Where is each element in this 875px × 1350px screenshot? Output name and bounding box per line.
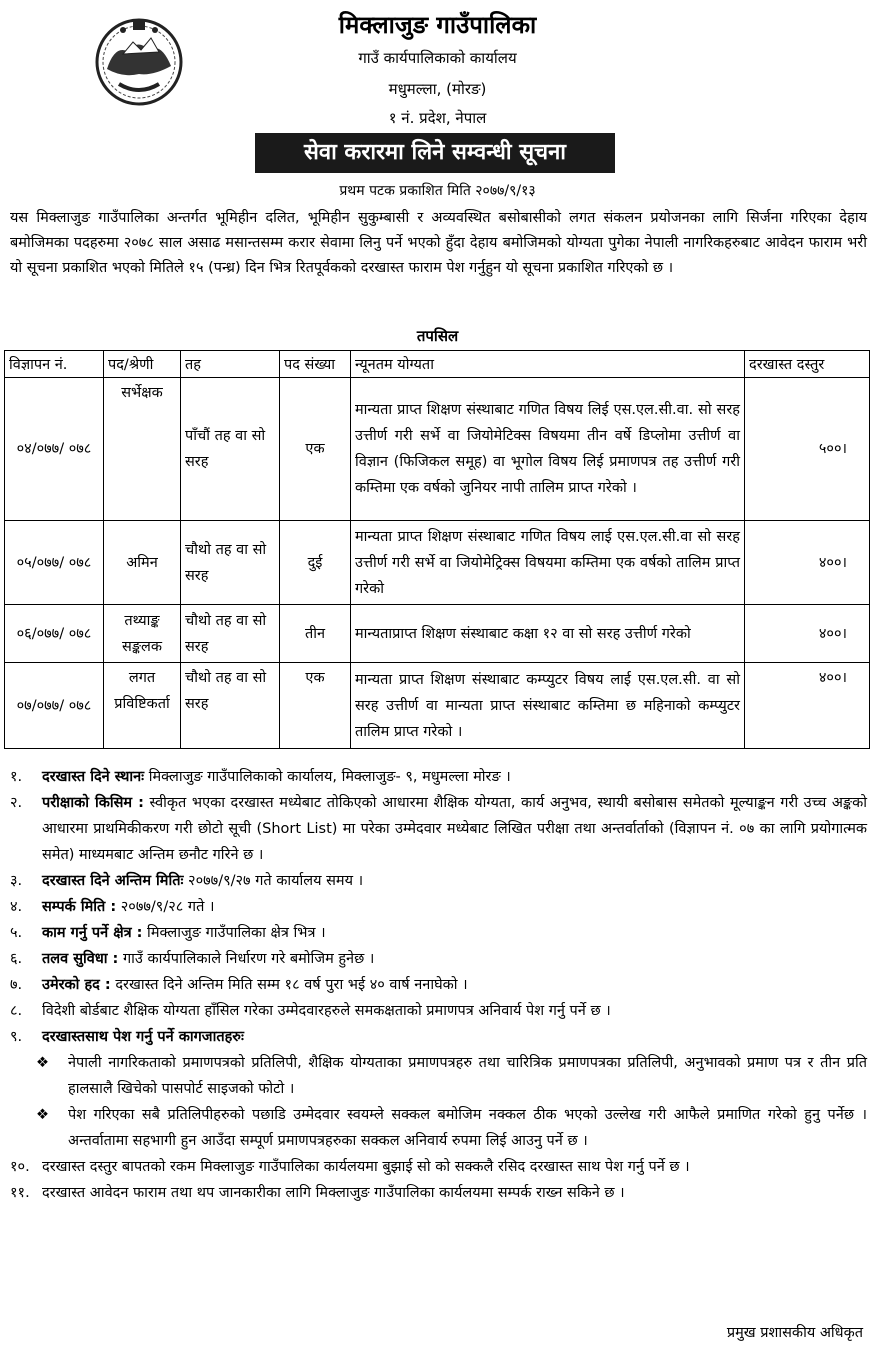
note-text: स्वीकृत भएका दरखास्त मध्येबाट तोकिएको आधारमा शैक्षिक योग्यता, कार्य अनुभव, स्थायी बसोबास समेतको मूल्याङ्कन गरी उच्च अङ्कको आधारमा प्राथमिकीकरण गरी छोटो सूची (Short List) मा परेका उम्मेदवार मध्येबाट लिखित परीक्षा तथा अन्तर्वार्ताको (विज्ञापन नं. ०७ का लागि प्रयोगात्मक समेत) माध्यमबाट अन्तिम छनौट गरिने छ । (42, 795, 867, 863)
cell-fee: ४००। (745, 521, 870, 605)
note-text: २०७७/९/२७ गते कार्यालय समय । (183, 873, 364, 889)
note-label: काम गर्नु पर्ने क्षेत्र : (42, 925, 143, 941)
note-text: मिक्लाजुङ गाउँपालिकाको कार्यालय, मिक्लाजुङ- ९, मधुमल्ला मोरङ । (144, 769, 511, 785)
note-number: १. (10, 769, 23, 785)
table-row (5, 605, 870, 663)
note-number: ४. (10, 899, 23, 915)
office-address: मधुमल्ला, (मोरङ) (388, 80, 487, 98)
cell-level: पाँचौं तह वा सो सरह (181, 378, 280, 521)
note-text: दरखास्त दस्तुर बापतको रकम मिक्लाजुङ गाउँपालिका कार्यलयमा बुझाई सो को सक्कलै रसिद दरखास्त साथ पेश गर्नु पर्ने छ । (42, 1159, 690, 1175)
note-number: ७. (10, 977, 23, 993)
vacancy-table (4, 350, 870, 749)
note-label: दरखास्त दिने अन्तिम मितिः (42, 873, 184, 889)
cell-qualification: मान्यताप्राप्त शिक्षण संस्थाबाट कक्षा १२ वा सो सरह उत्तीर्ण गरेको (351, 605, 745, 663)
note-text: विदेशी बोर्डबाट शैक्षिक योग्यता हाँसिल गरेका उम्मेदवारहरुले समकक्षताको प्रमाणपत्र अनिवार्य पेश गर्नु पर्ने छ । (42, 1003, 611, 1019)
note-number: ९. (10, 1029, 23, 1045)
note-number: ५. (10, 925, 23, 941)
document-bullet (10, 1102, 867, 1154)
table-header-row (5, 351, 870, 378)
published-date: प्रथम पटक प्रकाशित मिति २०७७/९/१३ (339, 183, 536, 199)
cell-count: एक (280, 663, 351, 749)
notice-banner: सेवा करारमा लिने सम्वन्धी सूचना (255, 133, 615, 173)
col-advertisement-no: विज्ञापन नं. (5, 351, 104, 378)
table-heading: तपसिल (416, 327, 459, 345)
cell-qualification: मान्यता प्राप्त शिक्षण संस्थाबाट गणित विषय लिई एस.एल.सी.वा. सो सरह उत्तीर्ण गरी सर्भे वा जियोमेटिक्स विषयमा तीन वर्षे डिप्लोमा उत्तीर्ण वा विज्ञान (फिजिकल समूह) वा भूगोल विषय लिई प्रमाणपत्र तह उत्तीर्ण गरी कम्तिमा एक वर्षको जुनियर नापी तालिम प्राप्त गरेको । (351, 378, 745, 521)
cell-qualification: मान्यता प्राप्त शिक्षण संस्थाबाट कम्प्युटर विषय लाई एस.एल.सी. वा सो सरह उत्तीर्ण वा मान्यता प्राप्त संस्थाबाट कम्तिमा छ महिनाको कम्प्युटर तालिम प्राप्त गरेको । (351, 663, 745, 749)
cell-count: एक (280, 378, 351, 521)
intro-paragraph: यस मिक्लाजुङ गाउँपालिका अन्तर्गत भूमिहीन दलित, भूमिहीन सुकुम्बासी र अव्यवस्थित बसोबासीको लगत संकलन प्रयोजनका लागि सिर्जना गरिएका देहाय बमोजिमका पदहरुमा २०७८ साल असाढ मसान्तसम्म करार सेवामा लिनु पर्ने भएको हुँदा देहाय बमोजिमको योग्यता पुगेका नेपाली नागरिकहरुबाट आवेदन फाराम भरी यो सूचना प्रकाशित भएको मितिले १५ (पन्ध्र) दिन भित्र रितपूर्वकको दरखास्त फाराम पेश गर्नुहुन यो सूचना प्रकाशित गरिएको छ । (10, 210, 867, 276)
note-item (10, 764, 867, 790)
note-item (10, 972, 867, 998)
note-text: मिक्लाजुङ गाउँपालिका क्षेत्र भित्र । (142, 925, 326, 941)
diamond-bullet-icon: ❖ (36, 1055, 49, 1071)
note-number: ३. (10, 873, 23, 889)
cell-fee: ४००। (745, 663, 870, 749)
note-item (10, 868, 867, 894)
table-row (5, 378, 870, 521)
office-name: गाउँ कार्यपालिकाको कार्यालय (358, 49, 517, 67)
note-label: दरखास्तसाथ पेश गर्नु पर्ने कागजातहरुः (42, 1029, 244, 1045)
cell-adv: ०६/०७७/ ०७८ (5, 605, 104, 663)
cell-post: लगत प्रविष्टिकर्ता (104, 663, 181, 749)
note-item (10, 1154, 867, 1180)
bullet-text: नेपाली नागरिकताको प्रमाणपत्रको प्रतिलिपी, शैक्षिक योग्यताका प्रमाणपत्रहरु तथा चारित्रिक प्रमाणपत्रका प्रतिलिपी, अनुभावको प्रमाण पत्र र तीन प्रति हालसालै खिचेको पासपोर्ट साइजको फोटो । (68, 1055, 867, 1097)
note-label: तलव सुविधा : (42, 951, 119, 967)
col-qualification: न्यूनतम योग्यता (351, 351, 745, 378)
notes-list (10, 764, 867, 1206)
cell-adv: ०५/०७७/ ०७८ (5, 521, 104, 605)
note-item (10, 1024, 867, 1050)
cell-level: चौथो तह वा सो सरह (181, 521, 280, 605)
table-row (5, 521, 870, 605)
note-label: सम्पर्क मिति : (42, 899, 117, 915)
table-row (5, 663, 870, 749)
cell-post: तथ्याङ्क सङ्कलक (104, 605, 181, 663)
cell-adv: ०७/०७७/ ०७८ (5, 663, 104, 749)
cell-fee: ४००। (745, 605, 870, 663)
note-label: उमेरको हद : (42, 977, 111, 993)
note-label: दरखास्त दिने स्थानः (42, 769, 145, 785)
note-text: दरखास्त आवेदन फाराम तथा थप जानकारीका लागि मिक्लाजुङ गाउँपालिका कार्यलयमा सम्पर्क राख्न सकिने छ । (42, 1185, 625, 1201)
note-label: परीक्षाको किसिम : (42, 795, 144, 811)
note-number: ६. (10, 951, 23, 967)
note-number: ८. (10, 1003, 23, 1019)
note-item (10, 790, 867, 868)
col-post: पद/श्रेणी (104, 351, 181, 378)
note-text: २०७७/९/२८ गते । (116, 899, 215, 915)
cell-level: चौथो तह वा सो सरह (181, 663, 280, 749)
province-line: १ नं. प्रदेश, नेपाल (388, 109, 487, 127)
municipality-title: मिक्लाजुङ गाउँपालिका (338, 11, 537, 39)
note-item (10, 946, 867, 972)
note-item (10, 894, 867, 920)
diamond-bullet-icon: ❖ (36, 1107, 49, 1123)
document-bullet (10, 1050, 867, 1102)
cell-count: दुई (280, 521, 351, 605)
cell-adv: ०४/०७७/ ०७८ (5, 378, 104, 521)
note-number: २. (10, 795, 23, 811)
col-fee: दरखास्त दस्तुर (745, 351, 870, 378)
note-item (10, 1180, 867, 1206)
cell-post: सर्भेक्षक (104, 378, 181, 521)
signature-title: प्रमुख प्रशासकीय अधिकृत (726, 1325, 863, 1341)
note-item (10, 920, 867, 946)
col-post-count: पद संख्या (280, 351, 351, 378)
note-number: १०. (10, 1159, 30, 1175)
cell-level: चौथो तह वा सो सरह (181, 605, 280, 663)
note-text: दरखास्त दिने अन्तिम मिति सम्म १८ वर्ष पुरा भई ४० वार्ष ननाघेको । (110, 977, 468, 993)
bullet-text: पेश गरिएका सबै प्रतिलिपीहरुको पछाडि उम्मेदवार स्वयम्ले सक्कल बमोजिम नक्कल ठीक भएको उल्लेख गरी आफैले प्रमाणित गरेको हुनु पर्नेछ । अन्तर्वातामा सहभागी हुन आउँदा सम्पूर्ण प्रमाणपत्रहरुका सक्कल अनिवार्य रुपमा लिई आउनु पर्ने छ । (68, 1107, 867, 1149)
cell-post: अमिन (104, 521, 181, 605)
cell-fee: ५००। (745, 378, 870, 521)
note-text: गाउँ कार्यपालिकाले निर्धारण गरे बमोजिम हुनेछ । (118, 951, 375, 967)
cell-qualification: मान्यता प्राप्त शिक्षण संस्थाबाट गणित विषय लाई एस.एल.सी.वा सो सरह उत्तीर्ण गरी सर्भे वा जियोमेट्रिक्स विषयमा कम्तिमा एक वर्षको तालिम प्राप्त गरेको (351, 521, 745, 605)
note-number: ११. (10, 1185, 30, 1201)
col-level: तह (181, 351, 280, 378)
note-item (10, 998, 867, 1024)
cell-count: तीन (280, 605, 351, 663)
